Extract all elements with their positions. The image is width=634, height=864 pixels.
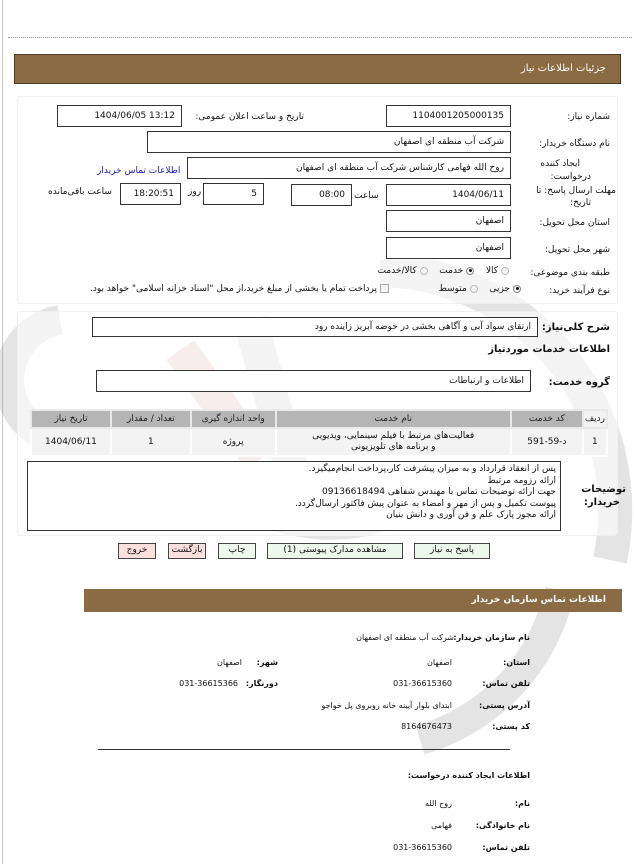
- process-label: نوع فرآیند خرید:: [549, 286, 610, 296]
- contact-address: ابتدای بلوار آیینه خانه روبروی پل خواجو: [321, 701, 452, 710]
- contact-fax-label: دورنگار:: [245, 679, 278, 688]
- payment-note: پرداخت تمام یا بخشی از مبلغ خرید،از محل "اسناد خزانه اسلامی" خواهد بود.: [89, 284, 377, 294]
- creator-last-name-label: نام خانوادگی:: [475, 821, 530, 830]
- category-radio-goods-service[interactable]: [420, 267, 428, 275]
- process-radio-medium[interactable]: [470, 285, 478, 293]
- table-header-row: [31, 410, 607, 428]
- announce-label: تاریخ و ساعت اعلان عمومی:: [195, 112, 304, 122]
- creator-label: ایجاد کننده: [540, 159, 580, 169]
- table-row: [31, 428, 607, 456]
- contact-phone-label: تلفن تماس:: [482, 679, 530, 688]
- creator-phone-label: تلفن تماس:: [482, 843, 530, 852]
- summary-field: ارتقای سواد آبی و آگاهی بخشی در حوضه آبریز زاینده رود: [92, 317, 538, 337]
- contact-city: اصفهان: [216, 658, 242, 667]
- payment-note-row: [90, 283, 392, 295]
- category-label: طبقه بندی موضوعی:: [530, 268, 610, 278]
- services-table: [30, 409, 608, 457]
- creator-info-title: اطلاعات ایجاد کننده درخواست:: [407, 771, 530, 780]
- contact-org: شرکت آب منطقه ای اصفهان: [356, 633, 454, 642]
- buyer-org-field: شرکت آب منطقه ای اصفهان: [147, 131, 511, 153]
- print-button[interactable]: چاپ: [218, 543, 256, 559]
- service-group-label: گروه خدمت:: [548, 377, 610, 388]
- cell-qty: 1: [111, 428, 191, 456]
- back-button[interactable]: بازگشت: [168, 543, 206, 559]
- buyer-note-line: ارائه مجوز پارک علم و فن آوری و دانش بنیان: [386, 510, 556, 520]
- deadline-date-field: 1404/06/11: [386, 184, 511, 206]
- col-row: ردیف: [583, 410, 607, 428]
- services-section-title: اطلاعات خدمات موردنیاز: [488, 344, 610, 355]
- province-field: اصفهان: [386, 210, 511, 232]
- creator-label-2: درخواست:: [550, 172, 591, 182]
- contact-postal: 8164676473: [401, 722, 452, 731]
- exit-button[interactable]: خروج: [118, 543, 156, 559]
- cell-date: 1404/06/11: [31, 428, 111, 456]
- days-field: 5: [203, 183, 264, 205]
- deadline-label-2: تاریخ:: [570, 198, 591, 208]
- category-radio-service[interactable]: [466, 267, 474, 275]
- buyer-org-label: نام دستگاه خریدار:: [539, 139, 610, 149]
- col-code: کد خدمت: [511, 410, 583, 428]
- creator-phone: 031-36615360: [393, 843, 452, 852]
- cell-code: د-59-591: [511, 428, 583, 456]
- contact-province-label: استان:: [503, 658, 530, 667]
- process-option-medium: متوسط: [438, 284, 467, 294]
- contact-divider: [98, 749, 510, 750]
- creator-last-name: فهامی: [431, 821, 452, 830]
- contact-fax: 031-36615366: [179, 679, 238, 688]
- col-qty: تعداد / مقدار: [111, 410, 191, 428]
- buyer-note-line: پیوست تکمیل و پس از مهر و امضاء به عنوان پیش فاکتور ارسال‌گردد.: [294, 498, 556, 509]
- deadline-label: مهلت ارسال پاسخ: تا: [536, 186, 616, 196]
- contact-city-label: شهر:: [256, 658, 278, 667]
- page-header: [14, 54, 621, 84]
- province-label: استان محل تحویل:: [539, 218, 610, 228]
- buyer-notes-label-2: خریدار:: [583, 497, 620, 508]
- process-radio-group: [439, 283, 524, 295]
- summary-label: شرح کلی‌نیاز:: [541, 322, 610, 333]
- creator-first-name-label: نام:: [514, 799, 530, 808]
- category-option-goods: کالا: [485, 266, 498, 276]
- category-option-goods-service: کالا/خدمت: [377, 266, 417, 276]
- category-option-service: خدمت: [439, 266, 464, 276]
- buyer-note-line: پس از انعقاد قرارداد و به میزان پیشرفت کار،پرداخت انجام‌میگیرد.: [308, 464, 556, 474]
- remaining-label: ساعت باقی‌مانده: [48, 187, 112, 197]
- col-unit: واحد اندازه گیری: [191, 410, 276, 428]
- buyer-note-line: ارائه رزومه مرتبط: [487, 475, 556, 486]
- deadline-time-field: 08:00: [291, 184, 352, 206]
- category-radio-group: [378, 265, 512, 277]
- need-number-field: 1104001205000135: [386, 105, 511, 127]
- city-label: شهر محل تحویل:: [544, 245, 610, 255]
- contact-postal-label: کد پستی:: [492, 722, 530, 731]
- contact-address-label: آدرس پستی:: [479, 701, 530, 710]
- contact-header: [84, 589, 622, 612]
- col-name: نام خدمت: [276, 410, 511, 428]
- buyer-contact-link[interactable]: اطلاعات تماس خریدار: [97, 166, 181, 176]
- contact-phone: 031-36615360: [393, 679, 452, 688]
- cell-unit: پروژه: [191, 428, 276, 456]
- cell-name-line1: فعالیت‌های مرتبط با فیلم سینمایی، ویدیویی: [312, 431, 475, 441]
- process-radio-minor[interactable]: [513, 285, 521, 293]
- top-divider: [8, 37, 632, 38]
- category-radio-goods[interactable]: [501, 267, 509, 275]
- contact-province: اصفهان: [426, 658, 452, 667]
- page-title: جزئیات اطلاعات نیاز: [520, 63, 606, 74]
- time-label: ساعت: [354, 191, 379, 201]
- payment-checkbox[interactable]: [380, 284, 389, 293]
- buyer-notes-box: [27, 461, 561, 531]
- respond-button[interactable]: پاسخ به نیاز: [414, 543, 490, 559]
- remaining-time-field: 18:20:51: [120, 183, 181, 205]
- buyer-notes-label: توضیحات: [581, 484, 626, 495]
- need-number-label: شماره نیاز:: [567, 112, 610, 122]
- cell-name-line2: و برنامه های تلویزیونی: [350, 442, 436, 452]
- page-border: [2, 0, 3, 864]
- buyer-note-line: جهت ارائه توضیحات تماس با مهندس شفاهی 09136618494: [322, 487, 556, 497]
- contact-title: اطلاعات تماس سازمان خریدار: [471, 595, 606, 605]
- process-option-minor: جزیی: [489, 284, 510, 294]
- service-group-field: اطلاعات و ارتباطات: [96, 370, 531, 392]
- view-documents-button[interactable]: مشاهده مدارک پیوستی (1): [267, 543, 403, 559]
- creator-field: روح الله فهامی کارشناس شرکت آب منطقه ای اصفهان: [187, 157, 511, 179]
- creator-first-name: روح الله: [424, 799, 452, 808]
- city-field: اصفهان: [386, 237, 511, 259]
- contact-org-label: نام سازمان خریدار:: [453, 633, 530, 642]
- announce-datetime-field: 1404/06/05 13:12: [57, 105, 182, 127]
- cell-name: [276, 428, 511, 456]
- col-date: تاریخ نیاز: [31, 410, 111, 428]
- days-label: روز: [188, 187, 202, 197]
- cell-row: 1: [583, 428, 607, 456]
